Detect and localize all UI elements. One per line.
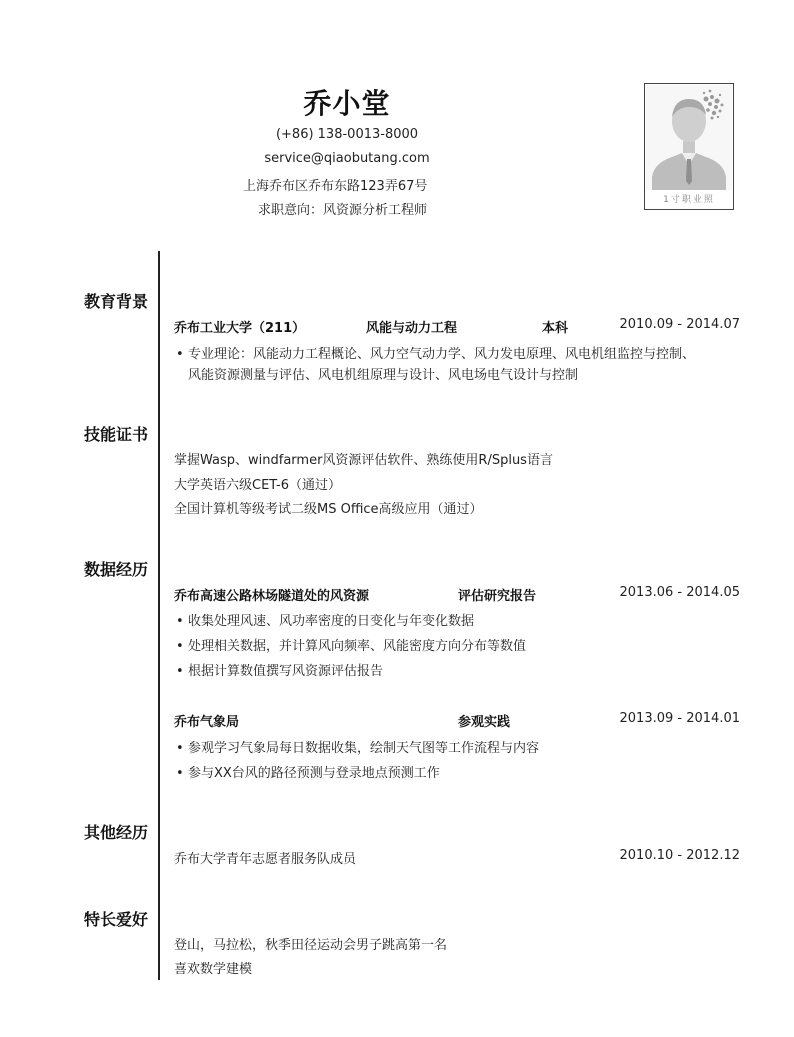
list-item: • 参与XX台风的路径预测与登录地点预测工作 <box>176 766 440 781</box>
skill-item: 大学英语六级CET-6（通过） <box>174 478 342 493</box>
list-item: • 收集处理风速、风功率密度的日变化与年变化数据 <box>176 614 475 629</box>
other-experience-date: 2010.10 - 2012.12 <box>619 848 740 863</box>
timeline-divider <box>158 251 160 980</box>
list-item-continuation: 风能资源测量与评估、风电机组原理与设计、风电场电气设计与控制 <box>188 368 579 383</box>
experience-role: 评估研究报告 <box>458 589 537 604</box>
experience-date: 2013.09 - 2014.01 <box>619 711 740 726</box>
home-address: 上海乔布区乔布东路123弄67号 <box>243 179 428 194</box>
phone-number: (+86) 138-0013-8000 <box>275 127 419 142</box>
education-date: 2010.09 - 2014.07 <box>619 317 740 332</box>
section-title-other-experience: 其他经历 <box>84 823 149 842</box>
job-objective: 求职意向：风资源分析工程师 <box>258 203 428 218</box>
person-avatar-icon <box>646 85 732 190</box>
section-title-hobbies: 特长爱好 <box>84 910 149 929</box>
major: 风能与动力工程 <box>366 321 458 336</box>
school-name: 乔布工业大学（211） <box>174 321 306 336</box>
candidate-name: 乔小堂 <box>303 87 391 120</box>
experience-row <box>174 711 740 731</box>
experience-org: 乔布气象局 <box>174 715 240 730</box>
experience-org: 乔布高速公路林场隧道处的风资源 <box>174 589 370 604</box>
skill-item: 全国计算机等级考试二级MS Office高级应用（通过） <box>174 502 483 517</box>
list-item: • 专业理论：风能动力工程概论、风力空气动力学、风力发电原理、风电机组监控与控制、 <box>176 347 696 362</box>
experience-date: 2013.06 - 2014.05 <box>619 585 740 600</box>
skill-item: 掌握Wasp、windfarmer风资源评估软件、熟练使用R/Splus语言 <box>174 453 553 468</box>
list-item: • 根据计算数值撰写风资源评估报告 <box>176 664 384 679</box>
experience-role: 参观实践 <box>458 715 511 730</box>
profile-photo <box>644 83 734 210</box>
photo-caption: 1寸职业照 <box>663 195 715 205</box>
hobby-item: 登山，马拉松，秋季田径运动会男子跳高第一名 <box>174 938 448 953</box>
list-item: • 参观学习气象局每日数据收集，绘制天气图等工作流程与内容 <box>176 741 540 756</box>
list-item: • 处理相关数据，并计算风向频率、风能密度方向分布等数值 <box>176 639 527 654</box>
other-experience-item: 乔布大学青年志愿者服务队成员 <box>174 852 357 867</box>
section-title-data-experience: 数据经历 <box>84 560 149 579</box>
experience-row <box>174 585 740 605</box>
section-title-education: 教育背景 <box>84 292 149 311</box>
hobby-item: 喜欢数学建模 <box>174 962 253 977</box>
section-title-skills: 技能证书 <box>84 425 149 444</box>
email-address: service@qiaobutang.com <box>264 151 430 166</box>
other-experience-row <box>174 848 740 868</box>
degree: 本科 <box>542 321 569 336</box>
education-row <box>174 317 740 337</box>
